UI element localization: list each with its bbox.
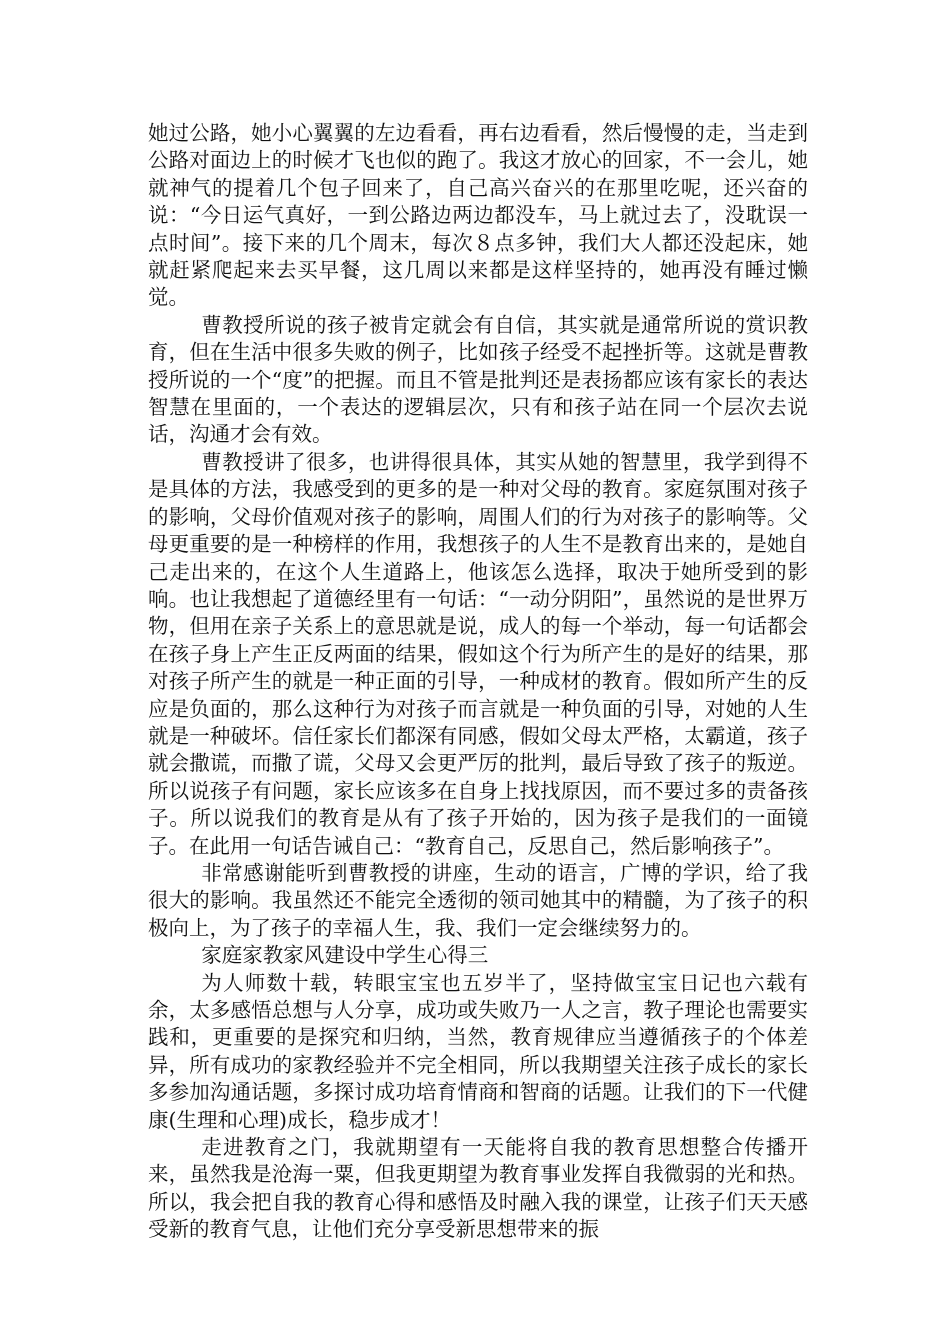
section-title: 家庭家教家风建设中学生心得三 bbox=[201, 943, 489, 968]
body-paragraph: 非常感谢能听到曹教授的讲座，生动的语言，广博的学识，给了我很大的影响。我虽然还不能完全透彻的领司她其中的精髓，为了孩子的积极向上，为了孩子的幸福人生，我、我们一定会继续努力的。 bbox=[148, 860, 808, 940]
document-page bbox=[148, 120, 808, 1244]
body-paragraph: 她过公路，她小心翼翼的左边看看，再右边看看，然后慢慢的走，当走到公路对面边上的时候才飞也似的跑了。我这才放心的回家，不一会儿，她就神气的提着几个包子回来了，自己高兴奋兴的在那里吃呢，还兴奋的说：“今日运气真好，一到公路边两边都没车，马上就过去了，没耽误一点时间”。接下来的几个周末，每次８点多钟，我们大人都还没起床，她就赶紧爬起来去买早餐，这几周以来都是这样坚持的，她再没有睡过懒觉。 bbox=[148, 121, 808, 310]
body-paragraph: 为人师数十载，转眼宝宝也五岁半了，坚持做宝宝日记也六载有余，太多感悟总想与人分享，成功或失败乃一人之言，教子理论也需要实践和，更重要的是探究和归纳，当然，教育规律应当遵循孩子的个体差异，所有成功的家教经验并不完全相同，所以我期望关注孩子成长的家长多参加沟通话题，多探讨成功培育情商和智商的话题。让我们的下一代健康(生理和心理)成长，稳步成才！ bbox=[148, 970, 808, 1132]
body-paragraph: 走进教育之门，我就期望有一天能将自我的教育思想整合传播开来，虽然我是沧海一粟，但我更期望为教育事业发挥自我微弱的光和热。所以，我会把自我的教育心得和感悟及时融入我的课堂，让孩子们天天感受新的教育气息，让他们充分享受新思想带来的振 bbox=[148, 1135, 808, 1242]
body-paragraph: 曹教授讲了很多，也讲得很具体，其实从她的智慧里，我学到得不是具体的方法，我感受到的更多的是一种对父母的教育。家庭氛围对孩子的影响，父母价值观对孩子的影响，周围人们的行为对孩子的影响等。父母更重要的是一种榜样的作用，我想孩子的人生不是教育出来的，是她自己走出来的，在这个人生道路上，他该怎么选择，取决于她所受到的影响。也让我想起了道德经里有一句话：“一动分阴阳”，虽然说的是世界万物，但用在亲子关系上的意思就是说，成人的每一个举动，每一句话都会在孩子身上产生正反两面的结果，假如这个行为所产生的是好的结果，那对孩子所产生的就是一种正面的引导，一种成材的教育。假如所产生的反应是负面的，那么这种行为对孩子而言就是一种负面的引导，对她的人生就是一种破坏。信任家长们都深有同感，假如父母太严格，太霸道，孩子就会撒谎，而撒了谎，父母又会更严厉的批判，最后导致了孩子的叛逆。所以说孩子有问题，家长应该多在自身上找找原因，而不要过多的责备孩子。所以说我们的教育是从有了孩子开始的，因为孩子是我们的一面镜子。在此用一句话告诫自己：“教育自己，反思自己，然后影响孩子”。 bbox=[148, 449, 808, 858]
body-paragraph: 曹教授所说的孩子被肯定就会有自信，其实就是通常所说的赏识教育，但在生活中很多失败的例子，比如孩子经受不起挫折等。这就是曹教授所说的一个“度”的把握。而且不管是批判还是表扬都应该有家长的表达智慧在里面的，一个表达的逻辑层次，只有和孩子站在同一个层次去说话，沟通才会有效。 bbox=[148, 312, 808, 447]
